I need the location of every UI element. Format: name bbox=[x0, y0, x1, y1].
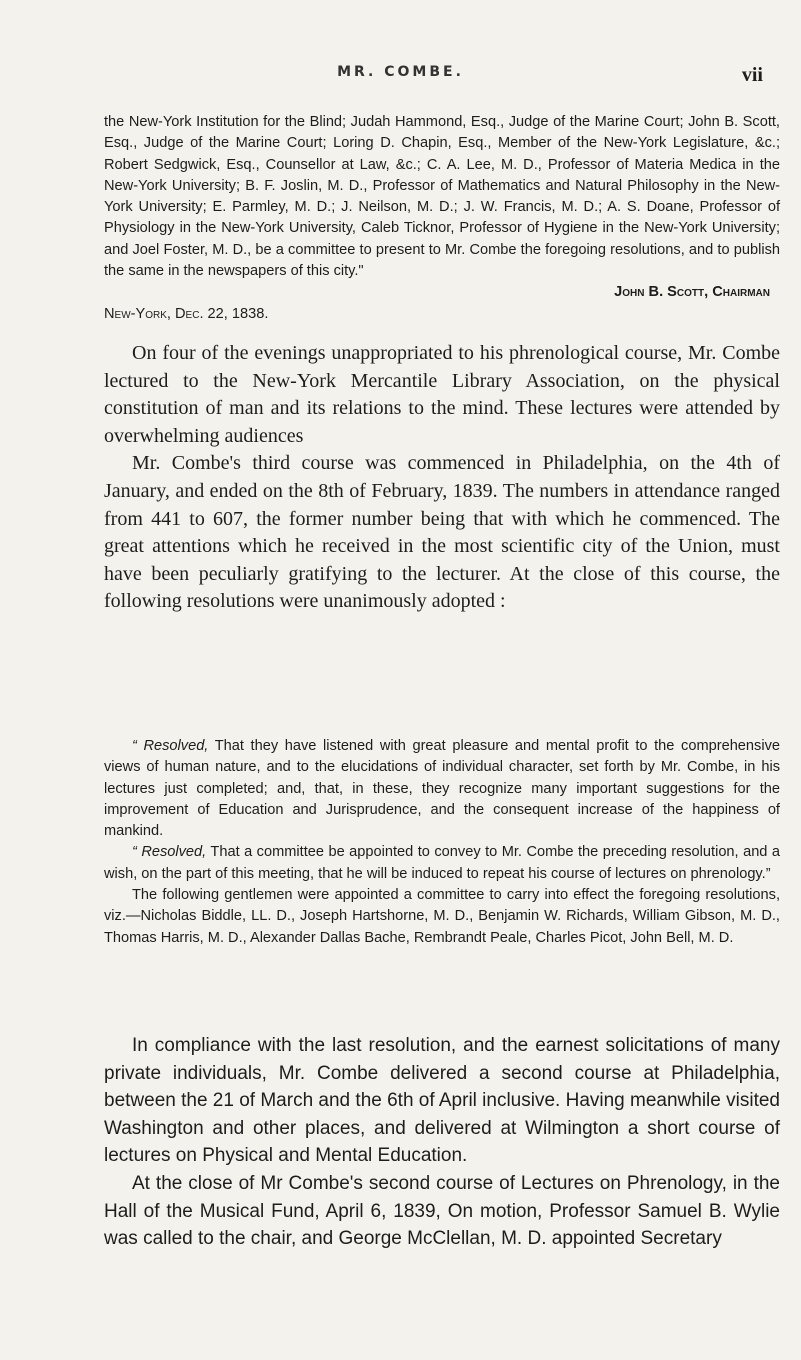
dateline: New-York, Dec. 22, 1838. bbox=[104, 305, 269, 322]
committee-block bbox=[104, 112, 780, 325]
resolution-1-text: That they have listened with great pleasure and mental profit to the comprehensive views of human nature, and to the elucidations of individual character, set forth by Mr. Combe, in his lectures just completed; and, that, in these, they recognize many important suggestions for the improvement of Education and Jurisprudence, and the consequent increase of the happiness of mankind. bbox=[104, 738, 780, 840]
resolved-label: “ Resolved, bbox=[132, 844, 207, 861]
paragraph-third-course: Mr. Combe's third course was commenced in Philadelphia, on the 4th of January, and ended on the 8th of February, 1839. The numbers in attendance ranged from 441 to 607, the former number being that with which he commenced. The great attentions which he received in the most scientific city of the Union, must have been peculiarly gratifying to the lecturer. At the close of this course, the following resolutions were unanimously adopted : bbox=[104, 452, 780, 613]
resolution-2 bbox=[104, 842, 780, 885]
mercantile-library-section bbox=[104, 340, 780, 616]
page-header bbox=[0, 64, 801, 94]
committee-appointment: The following gentlemen were appointed a committee to carry into effect the foregoing resolutions, viz.—Nicholas Biddle, LL. D., Joseph Hartshorne, M. D., Benjamin W. Richards, William Gibson, M. D., Thomas Harris, M. D., Alexander Dallas Bache, Rembrandt Peale, Charles Picot, John Bell, M. D. bbox=[104, 887, 780, 946]
chairman-signature: John B. Scott, Chairman bbox=[614, 284, 770, 301]
committee-text: the New-York Institution for the Blind; Judah Hammond, Esq., Judge of the Marine Court; John B. Scott, Esq., Judge of the Marine Court; Loring D. Chapin, Esq., Member of the New-York Legislature, &c.; Robert Sedgwick, Esq., Counsellor at Law, &c.; C. A. Lee, M. D., Professor of Materia Medica in the New-York University; B. F. Joslin, M. D., Professor of Mathematics and Natural Philosophy in the New-York University; E. Parmley, M. D.; J. Neilson, M. D.; J. W. Francis, M. D.; A. S. Doane, Professor of Physiology in the New-York University, Caleb Ticknor, Professor of Hygiene in the New-York University; and Joel Foster, M. D., be a committee to present to Mr. Combe the foregoing resolutions, and to publish the same in the newspapers of this city." bbox=[104, 114, 780, 280]
page-number: vii bbox=[741, 64, 763, 86]
second-course-section bbox=[104, 1032, 780, 1253]
paragraph-lectures-library: On four of the evenings unappropriated to his phrenological course, Mr. Combe lectured to the New-York Mercantile Library Association, on the physical constitution of man and its relations to the mind. These lectures were attended by overwhelming audiences bbox=[104, 342, 780, 447]
philadelphia-resolutions bbox=[104, 736, 780, 949]
paragraph-compliance: In compliance with the last resolution, and the earnest solicitations of many private individuals, Mr. Combe delivered a second course at Philadelphia, between the 21 of March and the 6th of April inclusive. Having meanwhile visited Washington and other places, and delivered at Wilmington a short course of lectures on Physical and Mental Education. bbox=[104, 1035, 780, 1167]
resolved-label: “ Resolved, bbox=[132, 738, 209, 754]
resolution-1 bbox=[104, 736, 780, 842]
running-head: MR. COMBE. bbox=[337, 64, 464, 80]
resolution-2-text: That a committee be appointed to convey to Mr. Combe the preceding resolution, and a wish, on the part of this meeting, that he will be induced to repeat his course of lectures on phrenology.” bbox=[104, 844, 781, 882]
paragraph-second-course-close: At the close of Mr Combe's second course of Lectures on Phrenology, in the Hall of the Musical Fund, April 6, 1839, On motion, Professor Samuel B. Wylie was called to the chair, and George McClellan, M. D. appointed Secretary bbox=[104, 1172, 780, 1250]
